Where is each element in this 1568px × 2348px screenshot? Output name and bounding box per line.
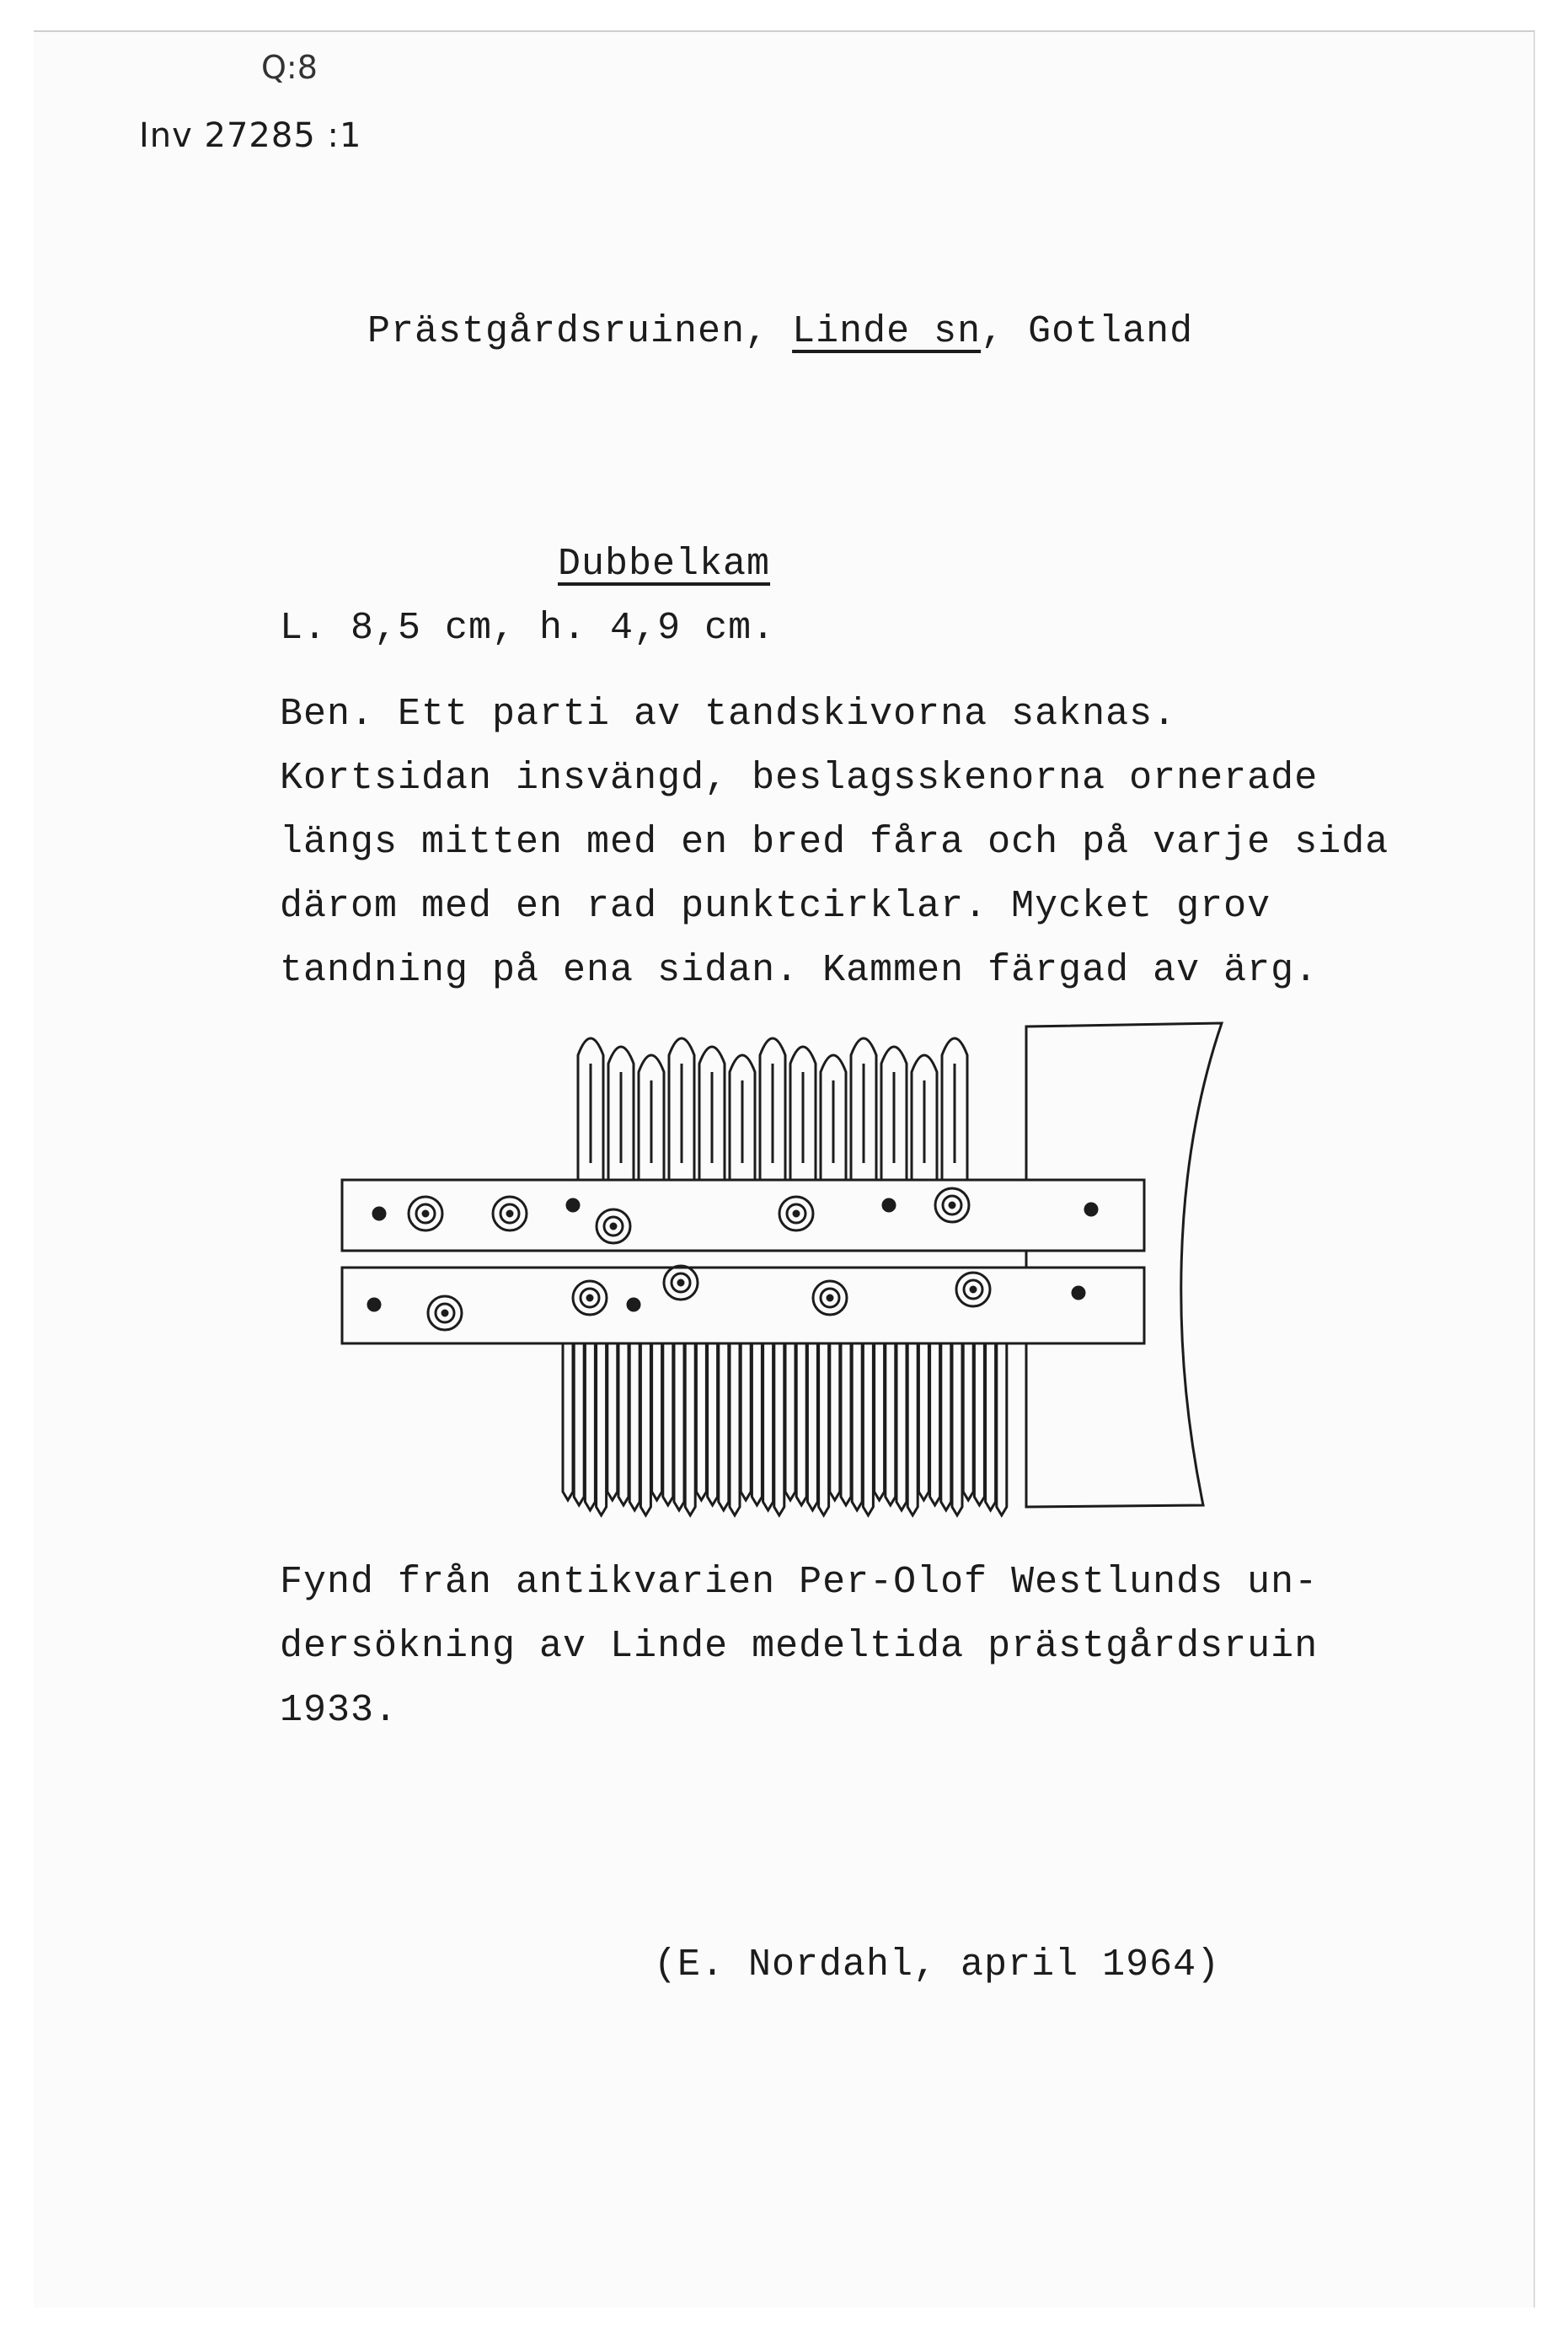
comb-tooth bbox=[774, 1343, 784, 1515]
comb-tooth bbox=[997, 1343, 1007, 1515]
comb-tooth bbox=[830, 1343, 840, 1500]
upper-rail bbox=[342, 1180, 1144, 1251]
comb-tooth bbox=[741, 1343, 751, 1500]
comb-tooth bbox=[841, 1343, 851, 1505]
comb-tooth bbox=[819, 1343, 829, 1515]
comb-tooth bbox=[629, 1343, 640, 1510]
inventory-number: Inv 27285 :1 bbox=[139, 116, 362, 155]
comb-tooth bbox=[752, 1343, 762, 1505]
description-line: Kortsidan insvängd, beslagsskenorna ornerade bbox=[280, 757, 1319, 800]
comb-tooth bbox=[974, 1343, 984, 1505]
comb-tooth bbox=[674, 1343, 684, 1510]
punkt bbox=[368, 1299, 380, 1311]
punktcirkel-dot bbox=[971, 1287, 976, 1292]
punkt bbox=[883, 1199, 895, 1211]
comb-tooth bbox=[896, 1343, 907, 1510]
comb-tooth bbox=[963, 1343, 973, 1500]
signature: (E. Nordahl, april 1964) bbox=[654, 1943, 1221, 1986]
comb-tooth bbox=[930, 1343, 940, 1505]
comb-tooth bbox=[852, 1343, 862, 1510]
comb-tooth bbox=[952, 1343, 962, 1515]
comb-tooth bbox=[585, 1343, 595, 1510]
location-parish: Linde sn bbox=[792, 310, 982, 353]
punkt bbox=[1085, 1203, 1097, 1215]
punktcirkel-dot bbox=[507, 1211, 512, 1216]
comb-tooth bbox=[907, 1343, 918, 1515]
comb-tooth bbox=[696, 1343, 706, 1500]
punktcirkel-dot bbox=[794, 1211, 799, 1216]
description-line: längs mitten med en bred fåra och på varje sida bbox=[280, 821, 1389, 864]
punktcirkel-dot bbox=[442, 1311, 447, 1316]
comb-tooth bbox=[807, 1343, 817, 1510]
punktcirkel-dot bbox=[950, 1203, 955, 1208]
comb-tooth bbox=[875, 1343, 885, 1500]
dimensions: L. 8,5 cm, h. 4,9 cm. bbox=[280, 607, 776, 650]
comb-tooth bbox=[785, 1343, 795, 1500]
comb-tooth bbox=[663, 1343, 673, 1505]
comb-tooth bbox=[597, 1343, 607, 1515]
location-suffix: , Gotland bbox=[981, 310, 1194, 353]
punktcirkel-dot bbox=[827, 1295, 832, 1300]
description-line: Ben. Ett parti av tandskivorna saknas. bbox=[280, 693, 1177, 736]
punkt bbox=[1073, 1287, 1084, 1299]
handwritten-mark: Q:8 bbox=[261, 49, 318, 86]
punkt bbox=[628, 1299, 640, 1311]
upper-teeth bbox=[578, 1038, 967, 1180]
comb-tooth bbox=[652, 1343, 662, 1500]
comb-tooth bbox=[763, 1343, 773, 1510]
comb-tooth bbox=[863, 1343, 873, 1515]
location-prefix: Prästgårdsruinen, bbox=[367, 310, 793, 353]
comb-tooth bbox=[719, 1343, 729, 1510]
comb-tooth bbox=[730, 1343, 740, 1515]
punktcirkel-dot bbox=[611, 1224, 616, 1229]
comb-tooth bbox=[618, 1343, 629, 1505]
description-line: tandning på ena sidan. Kammen färgad av ärg. bbox=[280, 949, 1319, 992]
comb-tooth bbox=[607, 1343, 618, 1500]
object-title: Dubbelkam bbox=[558, 543, 771, 586]
find-line: dersökning av Linde medeltida prästgårdsruin bbox=[280, 1625, 1319, 1668]
find-note bbox=[280, 1551, 1318, 1743]
comb-tooth bbox=[574, 1343, 584, 1505]
comb-tooth bbox=[685, 1343, 695, 1515]
punktcirkel-dot bbox=[678, 1280, 683, 1285]
comb-tooth bbox=[986, 1343, 996, 1510]
comb-tooth bbox=[640, 1343, 650, 1515]
punkt bbox=[567, 1199, 579, 1211]
lower-rail bbox=[342, 1268, 1144, 1343]
punktcirkel-dot bbox=[587, 1295, 592, 1300]
punktcirkel-dot bbox=[423, 1211, 428, 1216]
comb-tooth bbox=[918, 1343, 928, 1500]
comb-end-plate bbox=[1026, 1023, 1222, 1507]
comb-tooth bbox=[563, 1343, 573, 1500]
lower-teeth bbox=[563, 1343, 1007, 1515]
description-line: därom med en rad punktcirklar. Mycket grov bbox=[280, 885, 1271, 928]
comb-tooth bbox=[796, 1343, 806, 1505]
find-line: Fynd från antikvarien Per-Olof Westlunds un- bbox=[280, 1561, 1319, 1604]
comb-tooth bbox=[941, 1343, 951, 1510]
comb-tooth bbox=[886, 1343, 896, 1505]
comb-tooth bbox=[708, 1343, 718, 1505]
find-line: 1933. bbox=[280, 1689, 399, 1732]
punkt bbox=[373, 1208, 385, 1220]
